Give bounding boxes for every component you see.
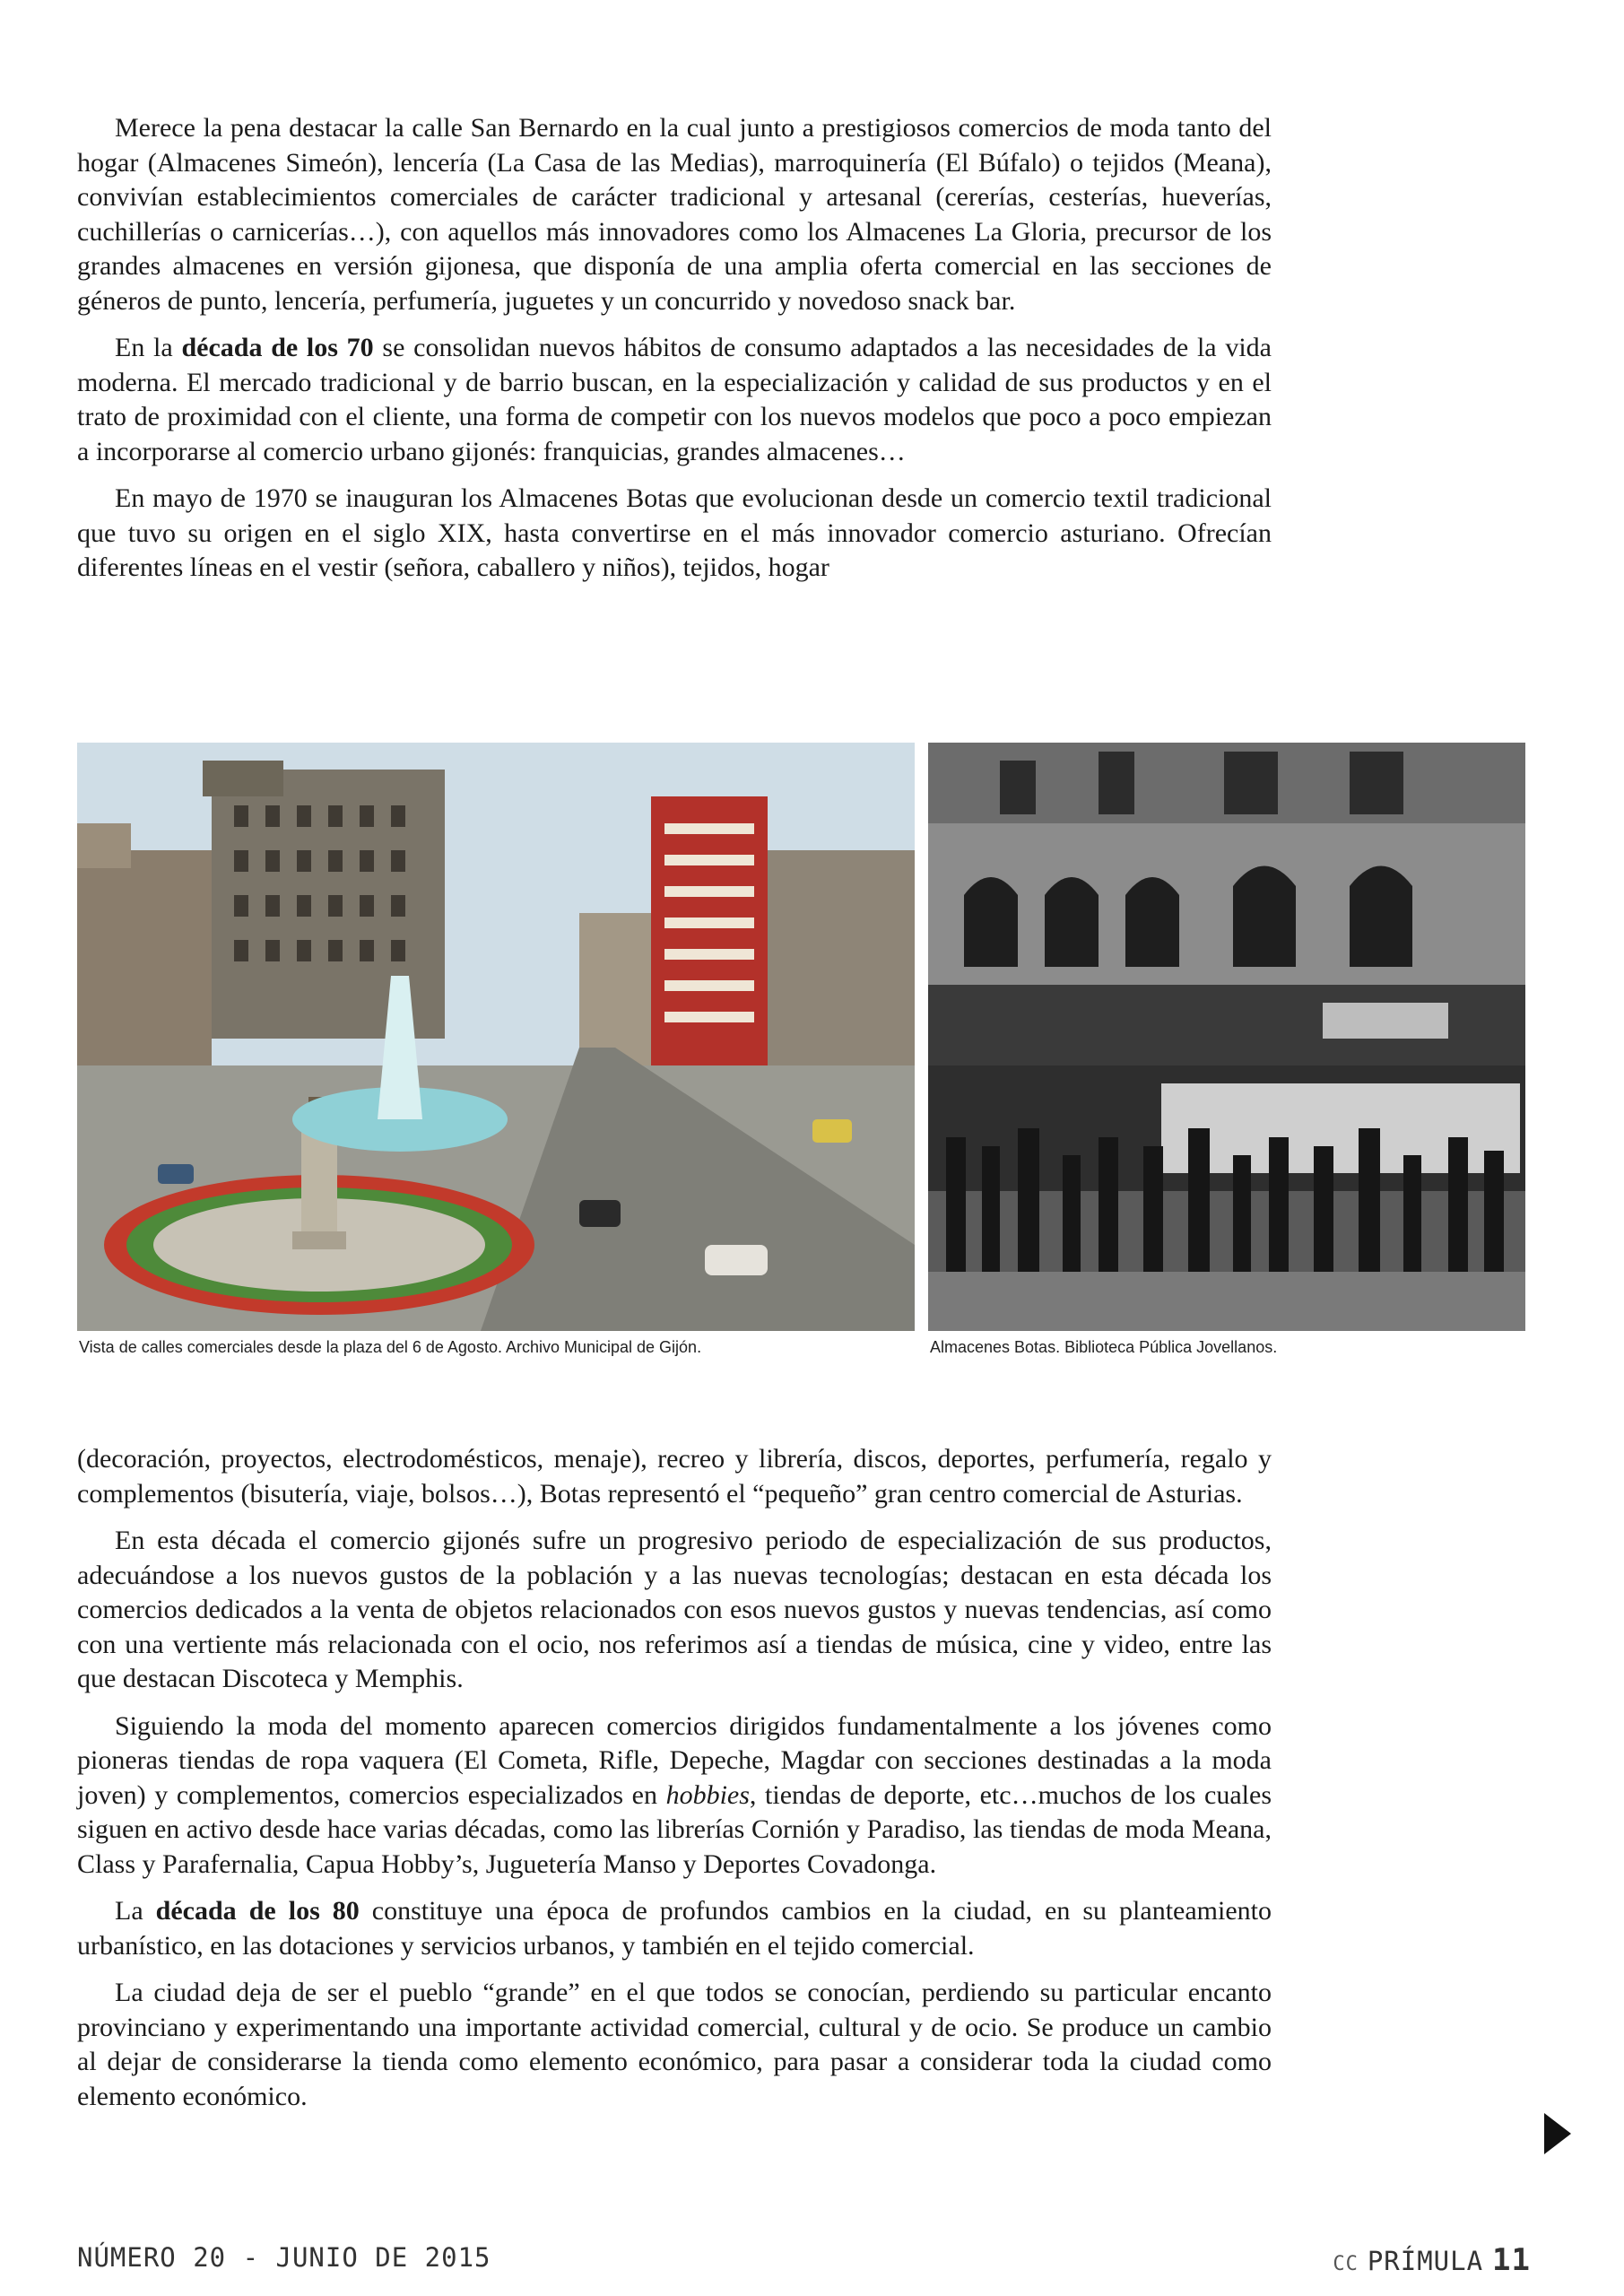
text-run: constituye una época de profundos cambios en la ciudad, en su planteamiento urbanístico, en las dotaciones y servicios urbanos, y también en el tejido comercial. bbox=[77, 1896, 1272, 1961]
text-run: Siguiendo la moda del momento aparecen comercios dirigidos fundamentalmente a los jóvenes como pioneras tiendas de ropa vaquera (El Cometa, Rifle, Depeche, Magdar con secciones destinadas a la moda joven) y complementos, comercios especializados en bbox=[77, 1710, 1272, 1810]
text-run: La ciudad deja de ser el pueblo “grande” en el que todos se conocían, perdiendo su particular encanto provinciano y experimentando una importante actividad comercial, cultural y de ocio. Se produce un cambio al dejar de considerarse la tienda como elemento económico, para pasar a considerar toda la ciudad como elemento económico. bbox=[77, 1978, 1272, 2111]
text-run: década de los 70 bbox=[181, 333, 374, 362]
paragraph bbox=[77, 1894, 1272, 1963]
issue-label: NÚMERO 20 - JUNIO DE 2015 bbox=[77, 2242, 491, 2273]
paragraph bbox=[77, 1976, 1272, 2114]
magazine-footer bbox=[1333, 2242, 1531, 2278]
store-facade-photo bbox=[928, 743, 1525, 1331]
text-run: Merece la pena destacar la calle San Bernardo en la cual junto a prestigiosos comercios de moda tanto del hogar (Almacenes Simeón), lencería (La Casa de las Medias), marroquinería (El Búfalo) o tejidos (Meana), convivían establecimientos comerciales de carácter tradicional y artesanal (cererías, cesterías, hueverías, cuchillerías o carnicerías…), con aquellos más innovadores como los Almacenes La Gloria, precursor de los grandes almacenes en versión gijonesa, que disponía de una amplia oferta comercial en las secciones de géneros de punto, lencería, perfumería, juguetes y un concurrido y novedoso snack bar. bbox=[77, 113, 1272, 316]
paragraph bbox=[77, 1442, 1272, 1511]
photo-caption: Almacenes Botas. Biblioteca Pública Jovellanos. bbox=[930, 1338, 1278, 1356]
text-run: En la bbox=[115, 333, 182, 362]
paragraph bbox=[77, 111, 1272, 318]
photo-caption: Vista de calles comerciales desde la plaza del 6 de Agosto. Archivo Municipal de Gijón. bbox=[79, 1338, 702, 1356]
street-view-photo bbox=[77, 743, 915, 1331]
paragraph bbox=[77, 331, 1272, 469]
magazine-name: PRÍMULA bbox=[1367, 2246, 1484, 2276]
article-bottom-text bbox=[77, 1442, 1272, 2126]
store-facade-image bbox=[928, 743, 1525, 1331]
text-run: se consolidan nuevos hábitos de consumo adaptados a las necesidades de la vida moderna. El mercado tradicional y de barrio buscan, en la especialización y calidad de sus productos y en el trato de proximidad con el cliente, una forma de competir con los nuevos modelos que poco a poco empiezan a incorporarse al comercio urbano gijonés: franquicias, grandes almacenes… bbox=[77, 333, 1272, 466]
text-run: década de los 80 bbox=[155, 1896, 360, 1926]
text-run: hobbies bbox=[665, 1779, 750, 1810]
magazine-prefix: CC bbox=[1333, 2253, 1359, 2275]
text-run: La bbox=[115, 1896, 156, 1926]
text-run: , tiendas de deporte, etc…muchos de los cuales siguen en activo desde hace varias décadas, como las librerías Cornión y Paradiso, las tiendas de moda Meana, Class y Parafernalia, Capua Hobby’s, Juguetería Manso y Deportes Covadonga. bbox=[77, 1779, 1272, 1879]
text-run: (decoración, proyectos, electrodomésticos, menaje), recreo y librería, discos, deportes, perfumería, regalo y complementos (bisutería, viaje, bolsos…), Botas representó el “pequeño” gran centro comercial de Asturias. bbox=[77, 1444, 1272, 1509]
street-view-image bbox=[77, 743, 915, 1331]
paragraph bbox=[77, 1709, 1272, 1883]
paragraph bbox=[77, 482, 1272, 586]
page-number: 11 bbox=[1492, 2242, 1531, 2278]
text-run: En mayo de 1970 se inauguran los Almacenes Botas que evolucionan desde un comercio textil tradicional que tuvo su origen en el siglo XIX, hasta convertirse en el más innovador comercio asturiano. Ofrecían diferentes líneas en el vestir (señora, caballero y niños), tejidos, hogar bbox=[77, 483, 1272, 582]
text-run: En esta década el comercio gijonés sufre un progresivo periodo de especialización de sus productos, adecuándose a los nuevos gustos de la población y a las nuevas tecnologías; destacan en esta década los comercios dedicados a la venta de objetos relacionados con esos nuevos gustos y nuevas tendencias, así como con una vertiente más relacionada con el ocio, nos referimos así a tiendas de música, cine y video, entre las que destacan Discoteca y Memphis. bbox=[77, 1526, 1272, 1693]
next-page-arrow-icon bbox=[1544, 2113, 1571, 2154]
article-top-text bbox=[77, 111, 1272, 598]
paragraph bbox=[77, 1524, 1272, 1697]
